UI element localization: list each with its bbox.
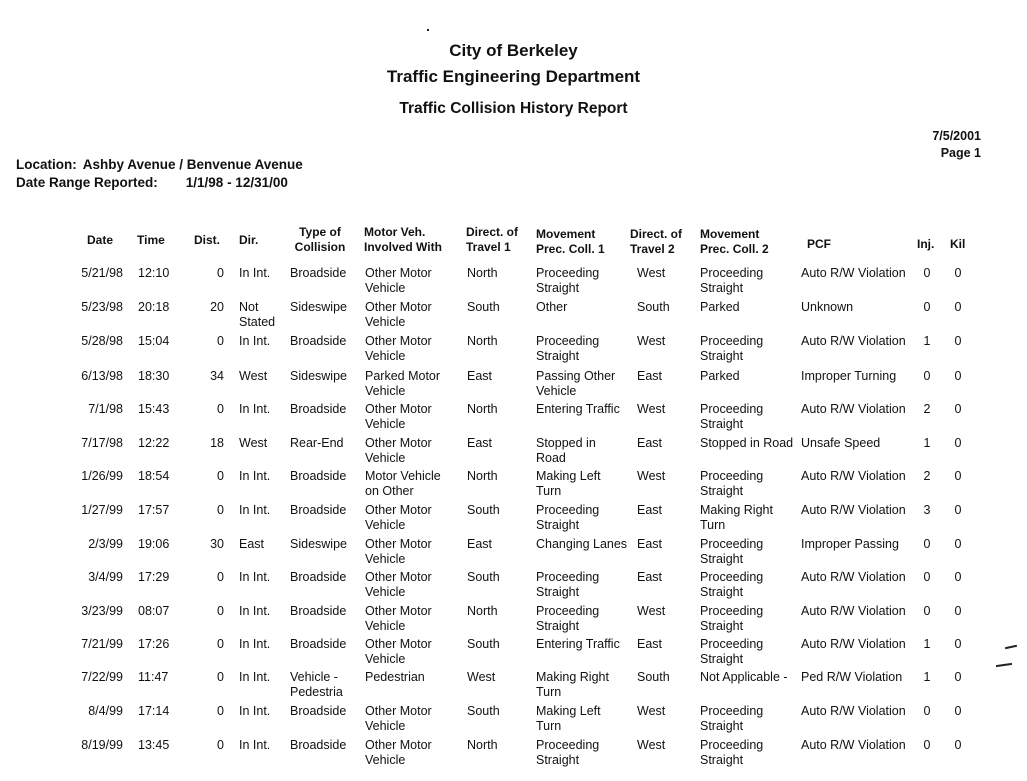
- cell-pcf: Improper Passing: [801, 537, 899, 551]
- cell-direction-2: West: [637, 402, 666, 416]
- cell-killed: 0: [954, 570, 962, 584]
- scan-speck: [427, 29, 429, 31]
- cell-collision-type: Broadside: [290, 604, 347, 618]
- cell-pcf: Auto R/W Violation: [801, 402, 906, 416]
- cell-movement-2: Not Applicable -: [700, 670, 788, 684]
- table-row: [0, 300, 1027, 333]
- col-header-mp2-line2: Prec. Coll. 2: [700, 242, 769, 256]
- cell-killed: 0: [954, 704, 962, 718]
- cell-direction: In Int.: [239, 604, 271, 618]
- cell-date: 1/27/99: [81, 503, 123, 517]
- cell-direction-1: East: [467, 537, 493, 551]
- cell-time: 15:43: [138, 402, 170, 416]
- cell-injured: 2: [923, 402, 931, 416]
- location-value: Ashby Avenue / Benvenue Avenue: [82, 157, 303, 172]
- cell-dist: 0: [217, 334, 224, 348]
- cell-pcf: Auto R/W Violation: [801, 469, 906, 483]
- cell-dist: 0: [217, 266, 224, 280]
- cell-date: 5/23/98: [81, 300, 123, 314]
- cell-killed: 0: [954, 402, 962, 416]
- page-number: Page 1: [940, 146, 981, 160]
- col-header-date: Date: [87, 233, 114, 247]
- cell-dist: 20: [210, 300, 224, 314]
- cell-direction: In Int.: [239, 402, 271, 416]
- cell-direction: In Int.: [239, 469, 271, 483]
- cell-pcf: Auto R/W Violation: [801, 266, 906, 280]
- cell-date: 7/21/99: [81, 637, 123, 651]
- cell-injured: 2: [923, 469, 931, 483]
- cell-dist: 0: [217, 503, 224, 517]
- cell-date: 8/4/99: [88, 704, 123, 718]
- table-row: [0, 637, 1027, 670]
- cell-direction-2: East: [637, 436, 663, 450]
- cell-motor-vehicle: Other Motor Vehicle: [365, 704, 432, 733]
- cell-pcf: Unsafe Speed: [801, 436, 881, 450]
- cell-injured: 0: [923, 537, 931, 551]
- table-row: [0, 704, 1027, 737]
- table-row: [0, 266, 1027, 299]
- cell-pcf: Auto R/W Violation: [801, 570, 906, 584]
- cell-movement-1: Changing Lanes: [536, 537, 628, 551]
- cell-direction: In Int.: [239, 503, 271, 517]
- report-title-city: City of Berkeley: [449, 41, 578, 60]
- cell-pcf: Auto R/W Violation: [801, 503, 906, 517]
- col-header-pcf: PCF: [807, 237, 831, 251]
- cell-injured: 0: [923, 738, 931, 752]
- cell-pcf: Ped R/W Violation: [801, 670, 903, 684]
- cell-direction-1: North: [467, 604, 498, 618]
- col-header-mp1-line1: Movement: [536, 227, 596, 241]
- col-header-dist: Dist.: [194, 233, 221, 247]
- col-header-dt1-line2: Travel 1: [466, 240, 511, 254]
- cell-time: 18:54: [138, 469, 170, 483]
- cell-pcf: Auto R/W Violation: [801, 704, 906, 718]
- col-header-movement-1: [536, 227, 605, 257]
- col-header-type: [290, 225, 350, 255]
- cell-dist: 0: [217, 570, 224, 584]
- cell-dist: 0: [217, 670, 224, 684]
- col-header-time: Time: [137, 233, 165, 247]
- cell-injured: 0: [923, 300, 931, 314]
- cell-dist: 34: [210, 369, 224, 383]
- cell-movement-1: Proceeding Straight: [536, 570, 600, 599]
- cell-collision-type: Vehicle - Pedestria: [290, 670, 343, 699]
- col-header-mv-line2: Involved With: [364, 240, 442, 254]
- cell-direction-1: South: [467, 300, 500, 314]
- cell-injured: 0: [923, 266, 931, 280]
- cell-killed: 0: [954, 469, 962, 483]
- cell-movement-1: Entering Traffic: [536, 637, 620, 651]
- cell-collision-type: Sideswipe: [290, 537, 347, 551]
- cell-time: 17:29: [138, 570, 170, 584]
- cell-injured: 0: [923, 604, 931, 618]
- cell-direction: In Int.: [239, 266, 271, 280]
- col-header-direction-2: [630, 227, 682, 257]
- cell-date: 7/22/99: [81, 670, 123, 684]
- col-header-injured: Inj.: [917, 237, 935, 251]
- cell-movement-1: Entering Traffic: [536, 402, 620, 416]
- cell-injured: 1: [923, 436, 931, 450]
- cell-direction-1: North: [467, 402, 498, 416]
- cell-motor-vehicle: Parked Motor Vehicle: [365, 369, 441, 398]
- cell-motor-vehicle: Other Motor Vehicle: [365, 402, 432, 431]
- cell-killed: 0: [954, 537, 962, 551]
- cell-movement-2: Parked: [700, 300, 740, 314]
- cell-pcf: Auto R/W Violation: [801, 334, 906, 348]
- cell-dist: 0: [217, 637, 224, 651]
- cell-direction: In Int.: [239, 570, 271, 584]
- location-line: [16, 156, 303, 174]
- col-header-type-line1: Type of: [299, 225, 341, 239]
- cell-movement-1: Proceeding Straight: [536, 503, 600, 532]
- cell-motor-vehicle: Other Motor Vehicle: [365, 570, 432, 599]
- cell-direction-1: North: [467, 334, 498, 348]
- cell-movement-1: Other: [536, 300, 568, 314]
- cell-pcf: Improper Turning: [801, 369, 897, 383]
- table-row: [0, 503, 1027, 536]
- report-date-page: [905, 128, 981, 162]
- cell-dist: 0: [217, 704, 224, 718]
- cell-direction-2: South: [637, 670, 670, 684]
- cell-direction-2: West: [637, 469, 666, 483]
- cell-motor-vehicle: Other Motor Vehicle: [365, 537, 432, 566]
- cell-date: 5/21/98: [81, 266, 123, 280]
- table-row: [0, 537, 1027, 570]
- cell-motor-vehicle: Pedestrian: [365, 670, 425, 684]
- location-label: Location:: [16, 157, 77, 172]
- cell-killed: 0: [954, 334, 962, 348]
- cell-movement-2: Stopped in Road: [700, 436, 794, 450]
- cell-time: 18:30: [138, 369, 170, 383]
- cell-direction: In Int.: [239, 704, 271, 718]
- col-header-mp1-line2: Prec. Coll. 1: [536, 242, 605, 256]
- cell-collision-type: Broadside: [290, 402, 347, 416]
- table-row: [0, 570, 1027, 603]
- cell-pcf: Auto R/W Violation: [801, 738, 906, 752]
- cell-collision-type: Rear-End: [290, 436, 344, 450]
- cell-movement-2: Proceeding Straight: [700, 402, 764, 431]
- cell-collision-type: Broadside: [290, 738, 347, 752]
- report-date: 7/5/2001: [932, 129, 981, 143]
- cell-direction-1: East: [467, 369, 493, 383]
- cell-injured: 0: [923, 570, 931, 584]
- cell-motor-vehicle: Other Motor Vehicle: [365, 637, 432, 666]
- cell-direction-2: East: [637, 570, 663, 584]
- cell-movement-2: Proceeding Straight: [700, 738, 764, 767]
- cell-direction-2: West: [637, 604, 666, 618]
- cell-time: 15:04: [138, 334, 170, 348]
- cell-killed: 0: [954, 670, 962, 684]
- cell-dist: 0: [217, 738, 224, 752]
- cell-movement-1: Stopped in Road: [536, 436, 596, 465]
- cell-time: 11:47: [138, 670, 169, 684]
- cell-direction-1: North: [467, 266, 498, 280]
- table-row: [0, 369, 1027, 402]
- cell-collision-type: Sideswipe: [290, 369, 347, 383]
- cell-movement-1: Making Right Turn: [536, 670, 609, 699]
- cell-collision-type: Broadside: [290, 637, 347, 651]
- cell-date: 2/3/99: [88, 537, 123, 551]
- cell-date: 3/23/99: [81, 604, 123, 618]
- cell-direction: In Int.: [239, 738, 271, 752]
- cell-direction-2: South: [637, 300, 670, 314]
- cell-killed: 0: [954, 604, 962, 618]
- cell-motor-vehicle: Other Motor Vehicle: [365, 503, 432, 532]
- report-title: Traffic Collision History Report: [399, 100, 628, 117]
- cell-movement-2: Making Right Turn: [700, 503, 773, 532]
- cell-killed: 0: [954, 436, 962, 450]
- cell-direction-2: West: [637, 334, 666, 348]
- cell-direction-2: East: [637, 369, 663, 383]
- cell-movement-1: Proceeding Straight: [536, 604, 600, 633]
- cell-motor-vehicle: Motor Vehicle on Other: [365, 469, 441, 498]
- table-row: [0, 334, 1027, 367]
- cell-time: 12:10: [138, 266, 170, 280]
- cell-movement-2: Proceeding Straight: [700, 537, 764, 566]
- cell-dist: 0: [217, 469, 224, 483]
- cell-collision-type: Broadside: [290, 503, 347, 517]
- cell-collision-type: Broadside: [290, 266, 347, 280]
- cell-direction-2: West: [637, 738, 666, 752]
- cell-killed: 0: [954, 266, 962, 280]
- cell-collision-type: Sideswipe: [290, 300, 347, 314]
- cell-direction: West: [239, 436, 268, 450]
- date-range-line: [16, 174, 303, 192]
- col-header-dt2-line1: Direct. of: [630, 227, 683, 241]
- cell-killed: 0: [954, 637, 962, 651]
- cell-time: 13:45: [138, 738, 170, 752]
- cell-collision-type: Broadside: [290, 469, 347, 483]
- cell-movement-2: Proceeding Straight: [700, 637, 764, 666]
- cell-direction-1: South: [467, 637, 500, 651]
- cell-date: 6/13/98: [81, 369, 123, 383]
- cell-movement-2: Parked: [700, 369, 740, 383]
- cell-dist: 0: [217, 402, 224, 416]
- table-row: [0, 738, 1027, 771]
- col-header-movement-2: [700, 227, 769, 257]
- report-title-department: Traffic Engineering Department: [386, 67, 641, 86]
- cell-direction-1: North: [467, 469, 498, 483]
- cell-movement-1: Making Left Turn: [536, 469, 601, 498]
- cell-direction-1: East: [467, 436, 493, 450]
- cell-movement-2: Proceeding Straight: [700, 469, 764, 498]
- cell-time: 17:14: [138, 704, 170, 718]
- cell-time: 12:22: [138, 436, 170, 450]
- cell-dist: 30: [210, 537, 224, 551]
- cell-direction-1: South: [467, 704, 500, 718]
- cell-date: 1/26/99: [81, 469, 123, 483]
- cell-movement-1: Proceeding Straight: [536, 738, 600, 767]
- cell-injured: 1: [923, 670, 931, 684]
- cell-time: 20:18: [138, 300, 170, 314]
- cell-time: 19:06: [138, 537, 170, 551]
- cell-collision-type: Broadside: [290, 704, 347, 718]
- cell-date: 8/19/99: [81, 738, 123, 752]
- cell-movement-2: Proceeding Straight: [700, 704, 764, 733]
- cell-killed: 0: [954, 300, 962, 314]
- cell-movement-2: Proceeding Straight: [700, 604, 764, 633]
- cell-injured: 0: [923, 704, 931, 718]
- cell-collision-type: Broadside: [290, 334, 347, 348]
- cell-direction: Not Stated: [239, 300, 276, 329]
- cell-motor-vehicle: Other Motor Vehicle: [365, 334, 432, 363]
- cell-date: 7/17/98: [81, 436, 123, 450]
- cell-date: 5/28/98: [81, 334, 123, 348]
- col-header-dt1-line1: Direct. of: [466, 225, 519, 239]
- col-header-mp2-line1: Movement: [700, 227, 760, 241]
- cell-time: 17:26: [138, 637, 170, 651]
- cell-motor-vehicle: Other Motor Vehicle: [365, 436, 432, 465]
- cell-direction-2: West: [637, 704, 666, 718]
- date-range-label: Date Range Reported:: [16, 175, 158, 190]
- cell-pcf: Auto R/W Violation: [801, 637, 906, 651]
- cell-direction: In Int.: [239, 670, 271, 684]
- table-row: [0, 604, 1027, 637]
- cell-motor-vehicle: Other Motor Vehicle: [365, 604, 432, 633]
- cell-collision-type: Broadside: [290, 570, 347, 584]
- cell-direction: In Int.: [239, 334, 271, 348]
- cell-direction: East: [239, 537, 265, 551]
- col-header-motor-vehicle: [364, 225, 442, 255]
- cell-pcf: Unknown: [801, 300, 854, 314]
- cell-direction-2: East: [637, 537, 663, 551]
- cell-dist: 0: [217, 604, 224, 618]
- cell-injured: 1: [923, 637, 931, 651]
- cell-time: 08:07: [138, 604, 170, 618]
- cell-motor-vehicle: Other Motor Vehicle: [365, 266, 432, 295]
- cell-movement-1: Proceeding Straight: [536, 266, 600, 295]
- cell-direction-1: South: [467, 503, 500, 517]
- cell-movement-1: Passing Other Vehicle: [536, 369, 616, 398]
- cell-direction-1: West: [467, 670, 496, 684]
- cell-direction-1: North: [467, 738, 498, 752]
- cell-movement-1: Making Left Turn: [536, 704, 601, 733]
- col-header-mv-line1: Motor Veh.: [364, 225, 426, 239]
- cell-motor-vehicle: Other Motor Vehicle: [365, 738, 432, 767]
- cell-killed: 0: [954, 738, 962, 752]
- col-header-dt2-line2: Travel 2: [630, 242, 675, 256]
- col-header-killed: Kil: [950, 237, 966, 251]
- date-range-value: 1/1/98 - 12/31/00: [185, 175, 288, 190]
- table-row: [0, 402, 1027, 435]
- cell-killed: 0: [954, 503, 962, 517]
- cell-direction-1: South: [467, 570, 500, 584]
- col-header-type-line2: Collision: [294, 240, 346, 254]
- cell-direction-2: West: [637, 266, 666, 280]
- cell-direction-2: East: [637, 503, 663, 517]
- table-row: [0, 670, 1027, 703]
- col-header-dir: Dir.: [239, 233, 259, 247]
- cell-movement-1: Proceeding Straight: [536, 334, 600, 363]
- cell-killed: 0: [954, 369, 962, 383]
- cell-motor-vehicle: Other Motor Vehicle: [365, 300, 432, 329]
- cell-date: 3/4/99: [88, 570, 123, 584]
- cell-direction: West: [239, 369, 268, 383]
- report-location-block: [16, 156, 303, 192]
- cell-injured: 0: [923, 369, 931, 383]
- cell-time: 17:57: [138, 503, 170, 517]
- cell-pcf: Auto R/W Violation: [801, 604, 906, 618]
- table-row: [0, 436, 1027, 469]
- cell-date: 7/1/98: [88, 402, 123, 416]
- cell-movement-2: Proceeding Straight: [700, 570, 764, 599]
- cell-direction: In Int.: [239, 637, 271, 651]
- cell-dist: 18: [210, 436, 224, 450]
- cell-movement-2: Proceeding Straight: [700, 266, 764, 295]
- cell-injured: 3: [923, 503, 931, 517]
- col-header-direction-1: [466, 225, 518, 255]
- cell-movement-2: Proceeding Straight: [700, 334, 764, 363]
- table-row: [0, 469, 1027, 502]
- cell-direction-2: East: [637, 637, 663, 651]
- cell-injured: 1: [923, 334, 931, 348]
